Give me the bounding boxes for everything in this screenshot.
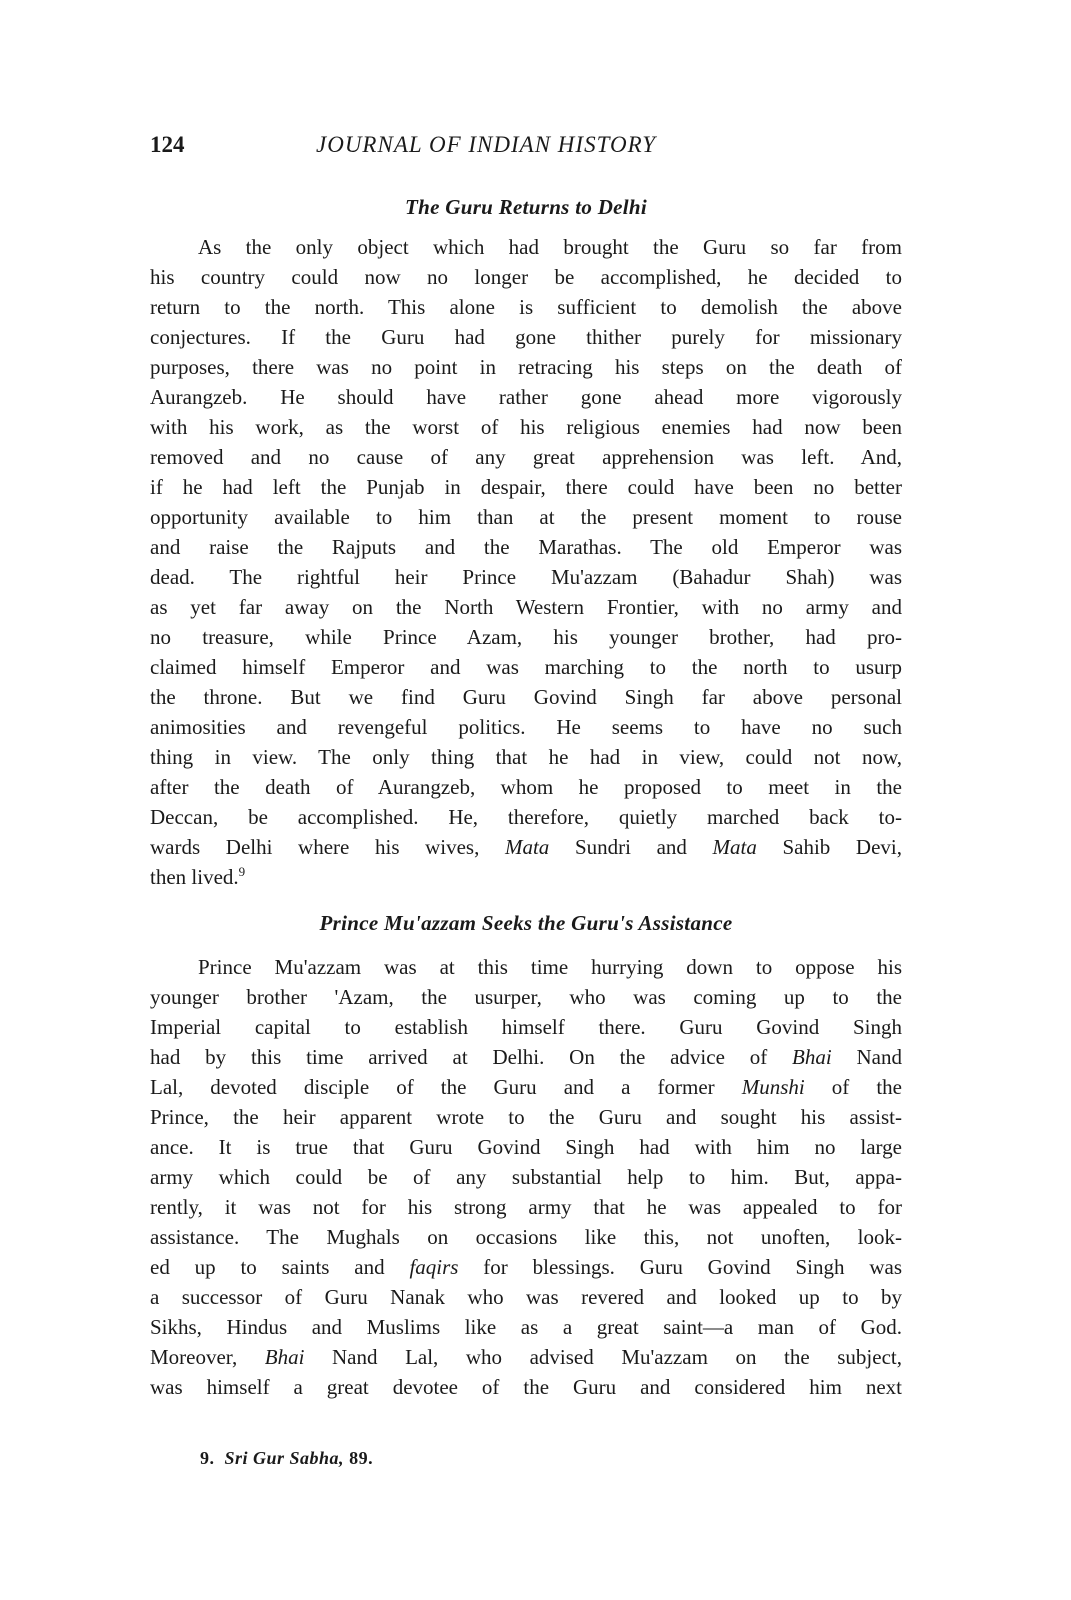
text-line	[150, 1252, 902, 1282]
text-line: Prince, the heir apparent wrote to the Guru and sought his assist-	[150, 1105, 902, 1129]
text-run: Sahib Devi,	[756, 835, 902, 859]
text-line: after the death of Aurangzeb, whom he proposed to meet in the	[150, 775, 902, 799]
text-run: wards Delhi where his wives,	[150, 835, 505, 859]
footnote-source: Sri Gur Sabha,	[224, 1448, 345, 1468]
text-line: no treasure, while Prince Azam, his younger brother, had pro-	[150, 625, 902, 649]
text-line: dead. The rightful heir Prince Mu'azzam (Bahadur Shah) was	[150, 565, 902, 589]
text-line: the throne. But we find Guru Govind Singh far above personal	[150, 685, 902, 709]
text-line: claimed himself Emperor and was marching to the north to usurp	[150, 655, 902, 679]
footnote-page: 89.	[349, 1448, 374, 1468]
text-line: As the only object which had brought the Guru so far from	[198, 235, 902, 259]
text-line: opportunity available to him than at the present moment to rouse	[150, 505, 902, 529]
footnote	[200, 1448, 373, 1469]
text-line: a successor of Guru Nanak who was revered and looked up to by	[150, 1285, 902, 1309]
footnote-reference[interactable]: 9	[238, 864, 246, 879]
text-line: assistance. The Mughals on occasions like this, not unoften, look-	[150, 1225, 902, 1249]
text-line: and raise the Rajputs and the Marathas. The old Emperor was	[150, 535, 902, 559]
text-line: army which could be of any substantial help to him. But, appa-	[150, 1165, 902, 1189]
italic-term: faqirs	[409, 1255, 459, 1279]
text-line: Aurangzeb. He should have rather gone ahead more vigorously	[150, 385, 902, 409]
text-line: animosities and revengeful politics. He seems to have no such	[150, 715, 902, 739]
text-run: Nand	[831, 1045, 902, 1069]
paragraph-prince-seeks	[150, 952, 902, 1402]
italic-term: Munshi	[741, 1075, 805, 1099]
text-line: his country could now no longer be accomplished, he decided to	[150, 265, 902, 289]
text-run: Moreover,	[150, 1345, 265, 1369]
text-line	[150, 1042, 902, 1072]
section-heading-guru-returns: The Guru Returns to Delhi	[404, 195, 648, 219]
text-run: for blessings. Guru Govind Singh was	[458, 1255, 903, 1279]
italic-term: Mata	[712, 835, 757, 859]
italic-term: Mata	[504, 835, 550, 859]
text-line: if he had left the Punjab in despair, there could have been no better	[150, 475, 902, 499]
text-line: younger brother 'Azam, the usurper, who was coming up to the	[150, 985, 902, 1009]
running-head	[150, 132, 902, 166]
page	[150, 132, 902, 1402]
text-run: Sundri and	[549, 835, 713, 859]
page-number: 124	[150, 132, 185, 157]
text-line: purposes, there was no point in retracing his steps on the death of	[150, 355, 902, 379]
text-line: Sikhs, Hindus and Muslims like as a great saint—a man of God.	[150, 1315, 902, 1339]
paragraph-guru-returns	[150, 232, 902, 892]
italic-term: Bhai	[264, 1345, 305, 1369]
footnote-number: 9.	[200, 1448, 215, 1468]
text-line: was himself a great devotee of the Guru and considered him next	[150, 1375, 902, 1399]
text-line: removed and no cause of any great apprehension was left. And,	[150, 445, 902, 469]
text-line: as yet far away on the North Western Frontier, with no army and	[150, 595, 902, 619]
text-line	[150, 1342, 902, 1372]
text-line: rently, it was not for his strong army that he was appealed to for	[150, 1195, 902, 1219]
text-line: Deccan, be accomplished. He, therefore, quietly marched back to-	[150, 805, 902, 829]
text-line: return to the north. This alone is sufficient to demolish the above	[150, 295, 902, 319]
text-run: had by this time arrived at Delhi. On the advice of	[150, 1045, 793, 1069]
text-run: Lal, devoted disciple of the Guru and a former	[150, 1075, 742, 1099]
text-line	[150, 832, 902, 862]
text-run: ed up to saints and	[150, 1255, 410, 1279]
text-line: Imperial capital to establish himself there. Guru Govind Singh	[150, 1015, 902, 1039]
journal-title: JOURNAL OF INDIAN HISTORY	[316, 132, 656, 157]
text-line: conjectures. If the Guru had gone thither purely for missionary	[150, 325, 902, 349]
text-line: with his work, as the worst of his religious enemies had now been	[150, 415, 902, 439]
text-line	[150, 862, 902, 892]
text-line: ance. It is true that Guru Govind Singh had with him no large	[150, 1135, 902, 1159]
text-run: then lived.	[150, 865, 239, 889]
text-line: Prince Mu'azzam was at this time hurrying down to oppose his	[198, 955, 902, 979]
text-line	[150, 1072, 902, 1102]
text-run: Nand Lal, who advised Mu'azzam on the subject,	[304, 1345, 902, 1369]
italic-term: Bhai	[792, 1045, 832, 1069]
text-run: of the	[804, 1075, 902, 1099]
text-line: thing in view. The only thing that he had in view, could not now,	[150, 745, 902, 769]
section-heading-prince-seeks: Prince Mu'azzam Seeks the Guru's Assistance	[319, 911, 733, 935]
